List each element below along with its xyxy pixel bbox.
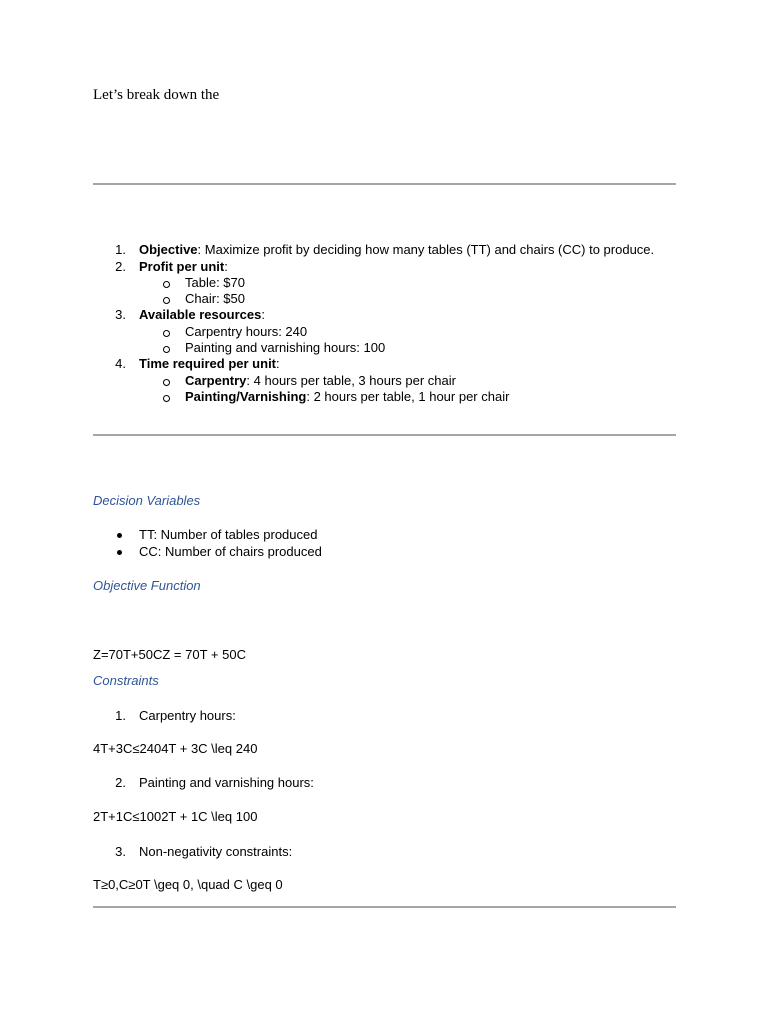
circle-bullet-icon bbox=[163, 395, 170, 402]
constraint-label: Painting and varnishing hours: bbox=[139, 775, 314, 790]
horizontal-rule bbox=[93, 434, 676, 436]
constraint-formula: T≥0,C≥0T \geq 0, \quad C \geq 0 bbox=[93, 877, 283, 892]
list-number: 1. bbox=[115, 708, 126, 723]
circle-bullet-icon bbox=[163, 281, 170, 288]
list-number: 2. bbox=[115, 259, 126, 274]
sub-item: Painting/Varnishing: 2 hours per table, 1 hour per chair bbox=[185, 389, 510, 404]
circle-bullet-icon bbox=[163, 330, 170, 337]
bullet-icon bbox=[117, 550, 122, 555]
list-number: 4. bbox=[115, 356, 126, 371]
constraint-formula: 2T+1C≤1002T + 1C \leq 100 bbox=[93, 809, 258, 824]
circle-bullet-icon bbox=[163, 379, 170, 386]
list-number: 3. bbox=[115, 844, 126, 859]
sub-item: Carpentry: 4 hours per table, 3 hours per chair bbox=[185, 373, 456, 388]
bullet-item: TT: Number of tables produced bbox=[139, 527, 318, 542]
horizontal-rule bbox=[93, 906, 676, 908]
sub-item: Carpentry hours: 240 bbox=[185, 324, 308, 339]
bullet-icon bbox=[117, 533, 122, 538]
list-number: 1. bbox=[115, 242, 126, 257]
section-heading-decision-variables: Decision Variables bbox=[93, 493, 201, 508]
list-item-profit: Profit per unit: bbox=[139, 259, 228, 274]
section-heading-constraints: Constraints bbox=[93, 673, 159, 688]
section-heading-objective-function: Objective Function bbox=[93, 578, 201, 593]
constraint-label: Non-negativity constraints: bbox=[139, 844, 293, 859]
sub-item: Chair: $50 bbox=[185, 291, 245, 306]
objective-formula: Z=70T+50CZ = 70T + 50C bbox=[93, 647, 246, 662]
constraint-formula: 4T+3C≤2404T + 3C \leq 240 bbox=[93, 741, 258, 756]
circle-bullet-icon bbox=[163, 297, 170, 304]
list-item-objective: Objective: Maximize profit by deciding how many tables (TT) and chairs (CC) to produce. bbox=[139, 242, 655, 257]
intro-text: Let’s break down the bbox=[93, 87, 220, 103]
bullet-item: CC: Number of chairs produced bbox=[139, 544, 322, 559]
horizontal-rule bbox=[93, 183, 676, 185]
list-number: 2. bbox=[115, 775, 126, 790]
list-item-time: Time required per unit: bbox=[139, 356, 280, 371]
constraint-label: Carpentry hours: bbox=[139, 708, 236, 723]
sub-item: Table: $70 bbox=[185, 275, 245, 290]
circle-bullet-icon bbox=[163, 346, 170, 353]
list-item-resources: Available resources: bbox=[139, 307, 265, 322]
sub-item: Painting and varnishing hours: 100 bbox=[185, 340, 386, 355]
list-number: 3. bbox=[115, 307, 126, 322]
